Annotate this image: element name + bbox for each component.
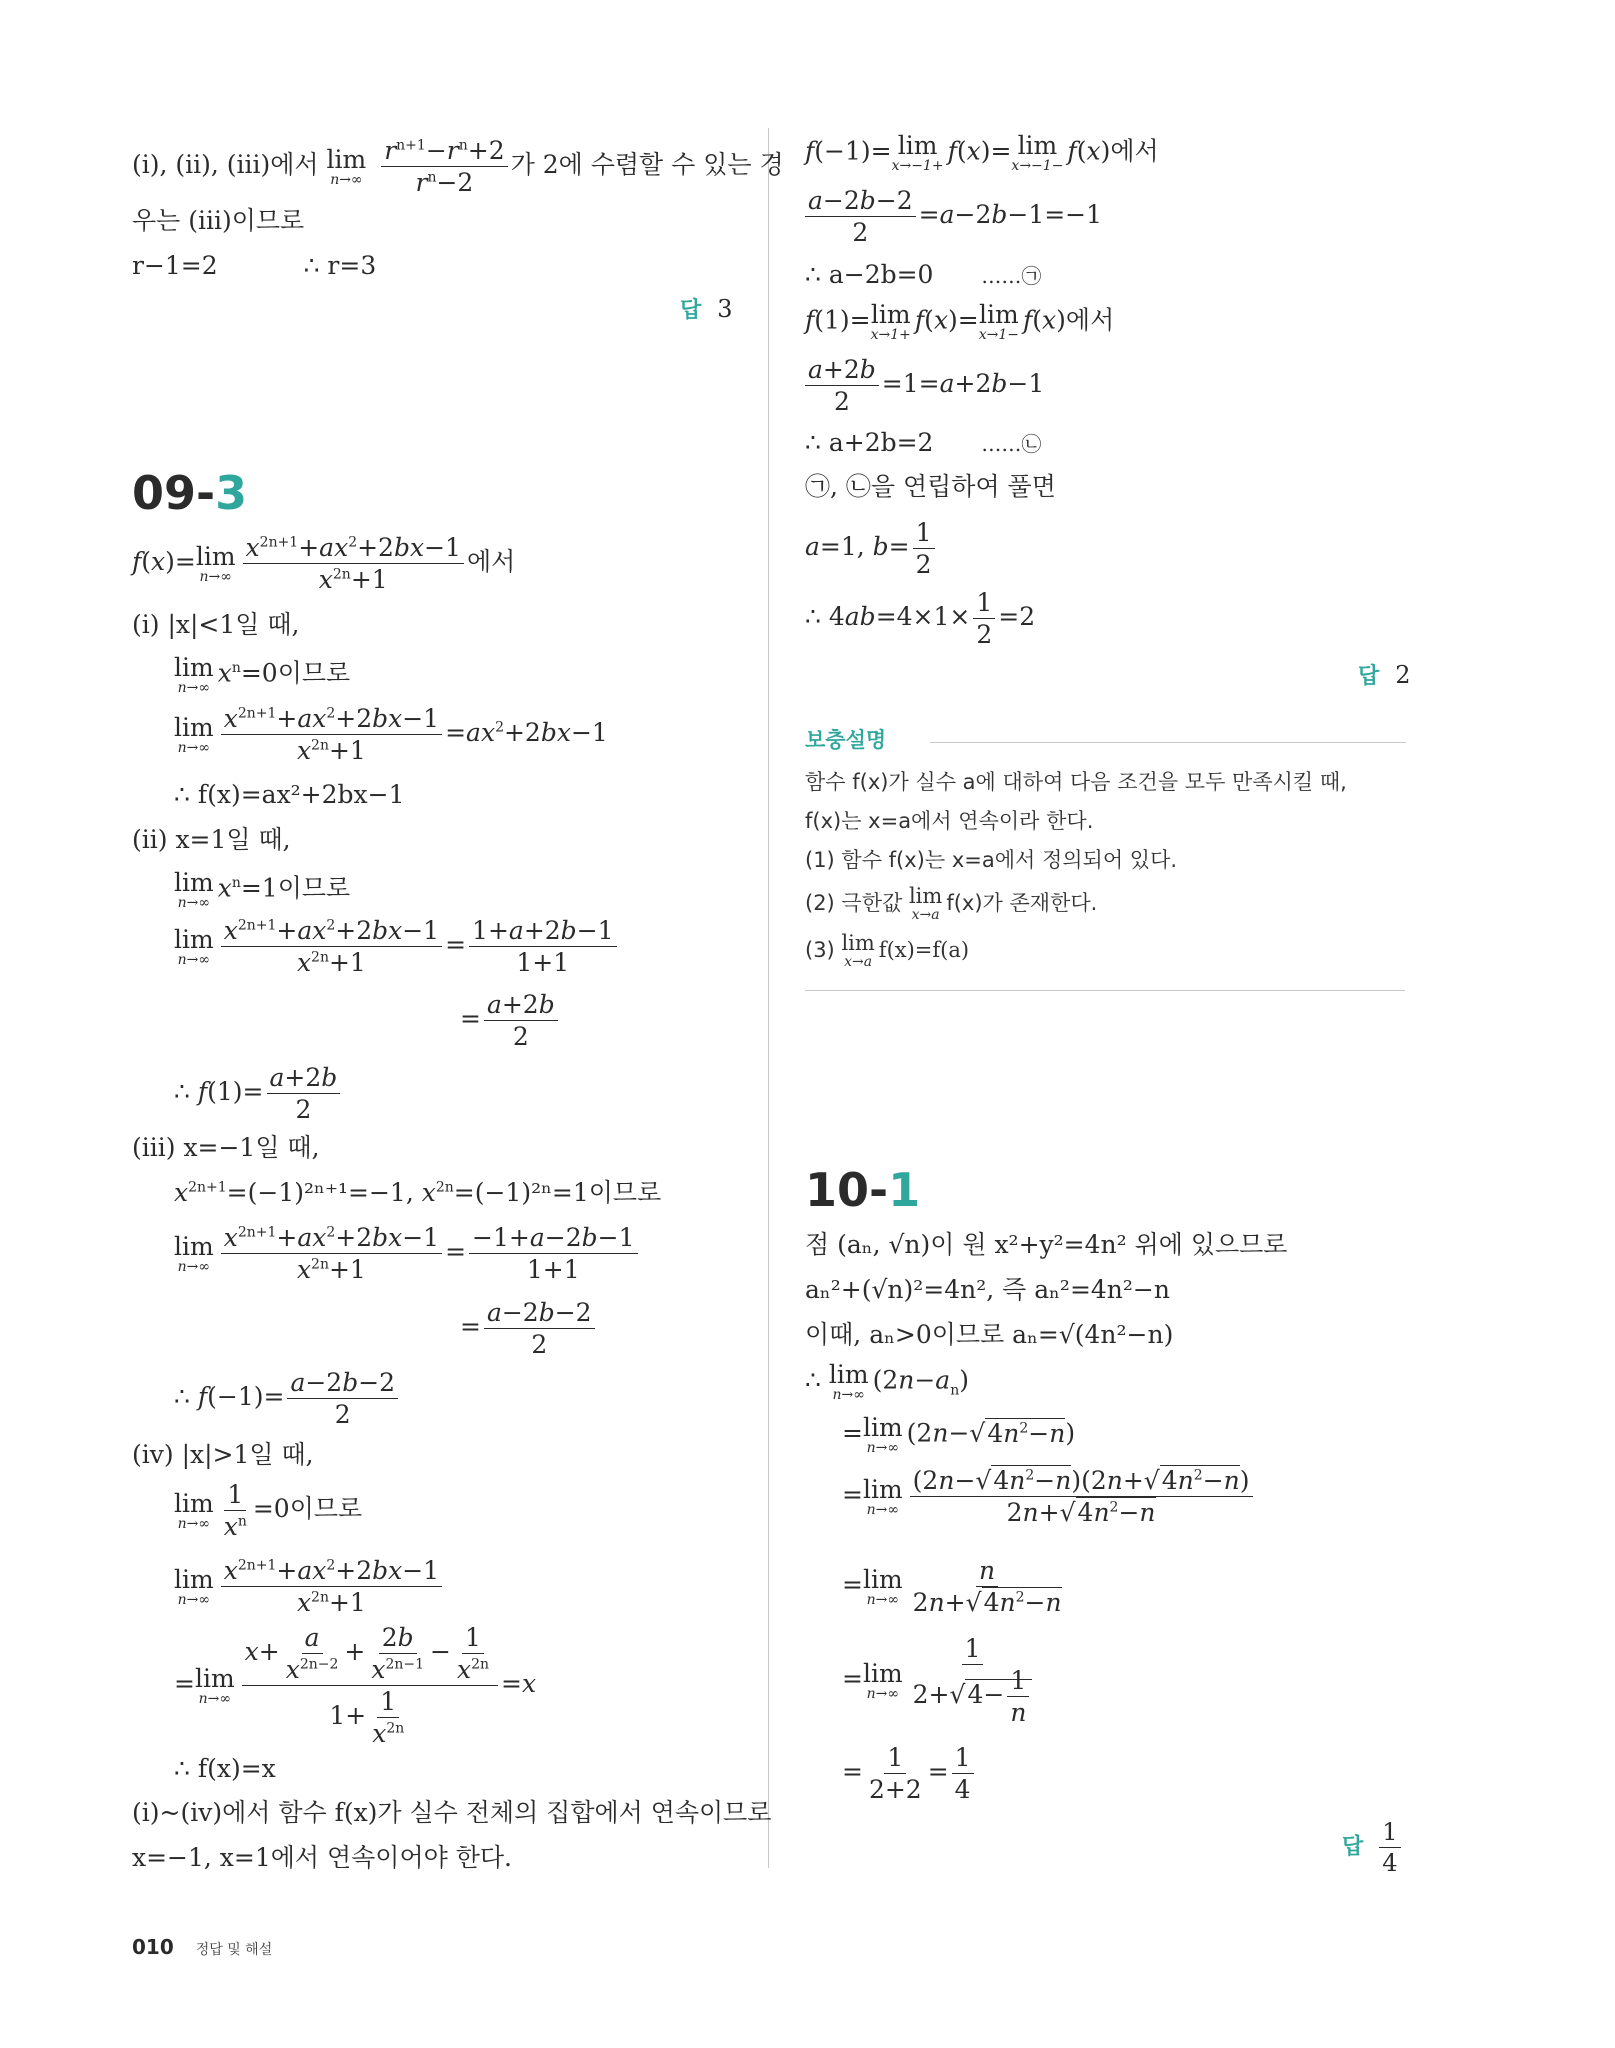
answer-value: 2 [1395, 661, 1411, 689]
case-3-line-2: lim n→∞ $\frac{x^{2n+1}+ax^2+2bx-1}{x^{2n}+1}$ = $\frac{-1+a-2b-1}{1+1}$ [174, 1225, 641, 1282]
case-3-line-3: = $\frac{a-2b-2}{2}$ [460, 1300, 598, 1357]
section-number: 10- [805, 1163, 889, 1217]
intro-suffix: 가 2에 수렴할 수 있는 경 [510, 150, 784, 179]
def-line: f(x)= lim n→∞ $\frac{x^{2n+1}+ax^2+2bx-1}{x^{2n}+1}$ 에서 [132, 533, 516, 594]
answer-label: 답 [1342, 1834, 1364, 1860]
s10-line-5: = lim n→∞ $(2n-√4n^2-n)$ [842, 1413, 1076, 1456]
answer-top-left [680, 296, 733, 322]
section-heading-09-3 [132, 466, 248, 520]
supplement-top-rule [930, 742, 1406, 743]
s10-line-7: = lim n→∞ $\frac{n}{2n+√4n^2-n}$ [842, 1556, 1062, 1617]
answer-fraction: $\frac{1}{4}$ [1379, 1820, 1400, 1875]
intro-fraction: $\frac{r^{n+1}-r^n+2}{r^n-2}$ [381, 138, 507, 195]
case-2-label: (ⅱ) x=1일 때, [132, 825, 291, 854]
intro-prefix: (ⅰ), (ⅱ), (ⅲ)에서 [132, 150, 319, 179]
case-1-line-1: lim n→∞ $x^n=0$이므로 [174, 653, 351, 696]
s10-line-6: = lim n→∞ $\frac{(2n-√4n^2-n)(2n+√4n^2-n)}{2n+√4n^2-n}$ [842, 1468, 1256, 1525]
supplement-item-1: (1) 함수 f(x)는 x=a에서 정의되어 있다. [805, 848, 1178, 872]
item-2-suffix: f(x)가 존재한다. [946, 891, 1098, 915]
limit-symbol: lim n→∞ [326, 144, 367, 188]
conclusion-line-2: x=−1, x=1에서 연속이어야 한다. [132, 1843, 512, 1872]
answer-10-1 [1342, 1820, 1404, 1875]
mark-1: ……㉠ [981, 264, 1042, 288]
item-2-prefix: (2) 극한값 [805, 891, 903, 915]
case-1-label: (ⅰ) |x|<1일 때, [132, 610, 300, 639]
section-heading-10-1 [805, 1163, 921, 1217]
case-3-text-a: =(−1)²ⁿ⁺¹=−1, [226, 1178, 422, 1207]
mark-2: ……㉡ [981, 432, 1042, 456]
answer-label: 답 [680, 298, 702, 323]
intro-line-1 [132, 138, 784, 195]
section-subnumber: 1 [888, 1163, 921, 1217]
case-3-result: ∴ f(−1)= $\frac{a-2b-2}{2}$ [174, 1370, 401, 1427]
intro-eq: r−1=2 [132, 251, 218, 280]
footer-title: 정답 및 해설 [195, 1942, 273, 1958]
case-1-line-2: lim n→∞ $\frac{x^{2n+1}+ax^2+2bx-1}{x^{2n}+1}$ $=ax^2+2bx-1$ [174, 704, 608, 765]
right-line-1-suffix: 에서 [1110, 136, 1159, 166]
page-number: 010 [132, 1935, 174, 1959]
right-line-9: ∴ 4ab=4×1× $\frac{1}{2}$ =2 [805, 588, 1036, 649]
right-line-8: a=1, b= $\frac{1}{2}$ [805, 520, 938, 577]
eq-a-plus-2b: ∴ a+2b=2 [805, 428, 934, 457]
case-2-line-2: lim n→∞ $\frac{x^{2n+1}+ax^2+2bx-1}{x^{2n}+1}$ = $\frac{1+a+2b-1}{1+1}$ [174, 918, 620, 975]
section-subnumber: 3 [215, 466, 248, 520]
right-line-6 [805, 430, 1041, 455]
right-line-7: ㉠, ㉡을 연립하여 풀면 [805, 472, 1056, 501]
item-3-suffix: f(x)=f(a) [878, 938, 970, 962]
case-2-line-3: = $\frac{a+2b}{2}$ [460, 992, 561, 1049]
answer-right-top [1358, 662, 1411, 688]
case-2-suffix: =1이므로 [240, 873, 351, 903]
case-1-suffix: =0이므로 [240, 658, 351, 688]
right-line-4-suffix: 에서 [1065, 305, 1115, 335]
footer [132, 1933, 272, 1958]
eq-a-minus-2b: ∴ a−2b=0 [805, 260, 934, 289]
case-3-label: (ⅲ) x=−1일 때, [132, 1133, 320, 1162]
right-line-4: f(1)= lim x→1+ f(x)= lim x→1− f(x)에서 [805, 300, 1115, 343]
s10-line-9: = $\frac{1}{2+2}$ = $\frac{1}{4}$ [842, 1745, 977, 1802]
case-4-result: ∴ f(x)=x [174, 1754, 276, 1783]
case-2-line-1: lim n→∞ $x^n=1$이므로 [174, 868, 351, 911]
intro-line-3 [132, 253, 376, 278]
s10-line-1: 점 (aₙ, √n)이 원 x²+y²=4n² 위에 있으므로 [805, 1230, 1288, 1259]
right-line-2: $\frac{a-2b-2}{2}$ =a−2b−1=−1 [805, 188, 1102, 245]
case-1-result: ∴ f(x)=ax²+2bx−1 [174, 780, 405, 809]
right-line-3 [805, 262, 1041, 287]
s10-line-2: aₙ²+(√n)²=4n², 즉 aₙ²=4n²−n [805, 1275, 1170, 1304]
right-line-1: f(−1)= lim x→−1+ f(x)= lim x→−1− f(x)에서 [805, 131, 1159, 174]
supplement-line-1: 함수 f(x)가 실수 a에 대하여 다음 조건을 모두 만족시킬 때, [805, 770, 1347, 794]
s10-line-8: = lim n→∞ 1 2+√4− $\frac{1}{n}$ [842, 1636, 1038, 1725]
case-3-text-b: =(−1)²ⁿ=1이므로 [453, 1178, 662, 1207]
answer-value: 3 [717, 295, 733, 323]
answer-label: 답 [1358, 664, 1380, 689]
supplement-item-2: (2) 극한값 lim x→a f(x)가 존재한다. [805, 884, 1098, 923]
intro-result: ∴ r=3 [303, 251, 377, 280]
s10-line-3: 이때, aₙ>0이므로 aₙ=√(4n²−n) [805, 1320, 1174, 1349]
column-divider [768, 128, 769, 1868]
case-3-line-1: $x^{2n+1}=(-1)^{2n+1}=-1$, $x^{2n}=(-1)^{2n}=1$이므로 [174, 1178, 662, 1207]
s10-line-4: ∴ lim n→∞ $(2n-a_n)$ [805, 1360, 969, 1403]
right-line-5: $\frac{a+2b}{2}$ =1=a+2b−1 [805, 357, 1044, 414]
supplement-line-2: f(x)는 x=a에서 연속이라 한다. [805, 809, 1094, 833]
section-number: 09- [132, 466, 216, 520]
case-4-label: (ⅳ) |x|>1일 때, [132, 1440, 314, 1469]
conclusion-line-1: (ⅰ)~(ⅳ)에서 함수 f(x)가 실수 전체의 집합에서 연속이므로 [132, 1798, 772, 1827]
intro-line-2: 우는 (ⅲ)이므로 [132, 206, 305, 235]
case-4-line-3: = lim n→∞ x+ $\frac{a}{x^{2n-2}}$ + $\frac{2b}{x^{2n-1}}$ − $\frac{1}{x^{2n}}$ 1+ $\frac{1}{x^{2n}}$ =x [174, 1623, 537, 1748]
supplement-bottom-rule [805, 990, 1405, 991]
case-4-line-1: lim n→∞ $\frac{1}{x^n}$ =0이므로 [174, 1480, 363, 1541]
item-3-prefix: (3) [805, 938, 835, 962]
case-2-result: ∴ f(1)= $\frac{a+2b}{2}$ [174, 1065, 343, 1122]
def-suffix: 에서 [466, 547, 516, 576]
supplement-title: 보충설명 [805, 728, 887, 752]
case-4-suffix: =0이므로 [252, 1494, 363, 1523]
supplement-item-3: (3) lim x→a f(x)=f(a) [805, 931, 970, 970]
case-4-line-2: lim n→∞ $\frac{x^{2n+1}+ax^2+2bx-1}{x^{2n}+1}$ [174, 1558, 445, 1615]
